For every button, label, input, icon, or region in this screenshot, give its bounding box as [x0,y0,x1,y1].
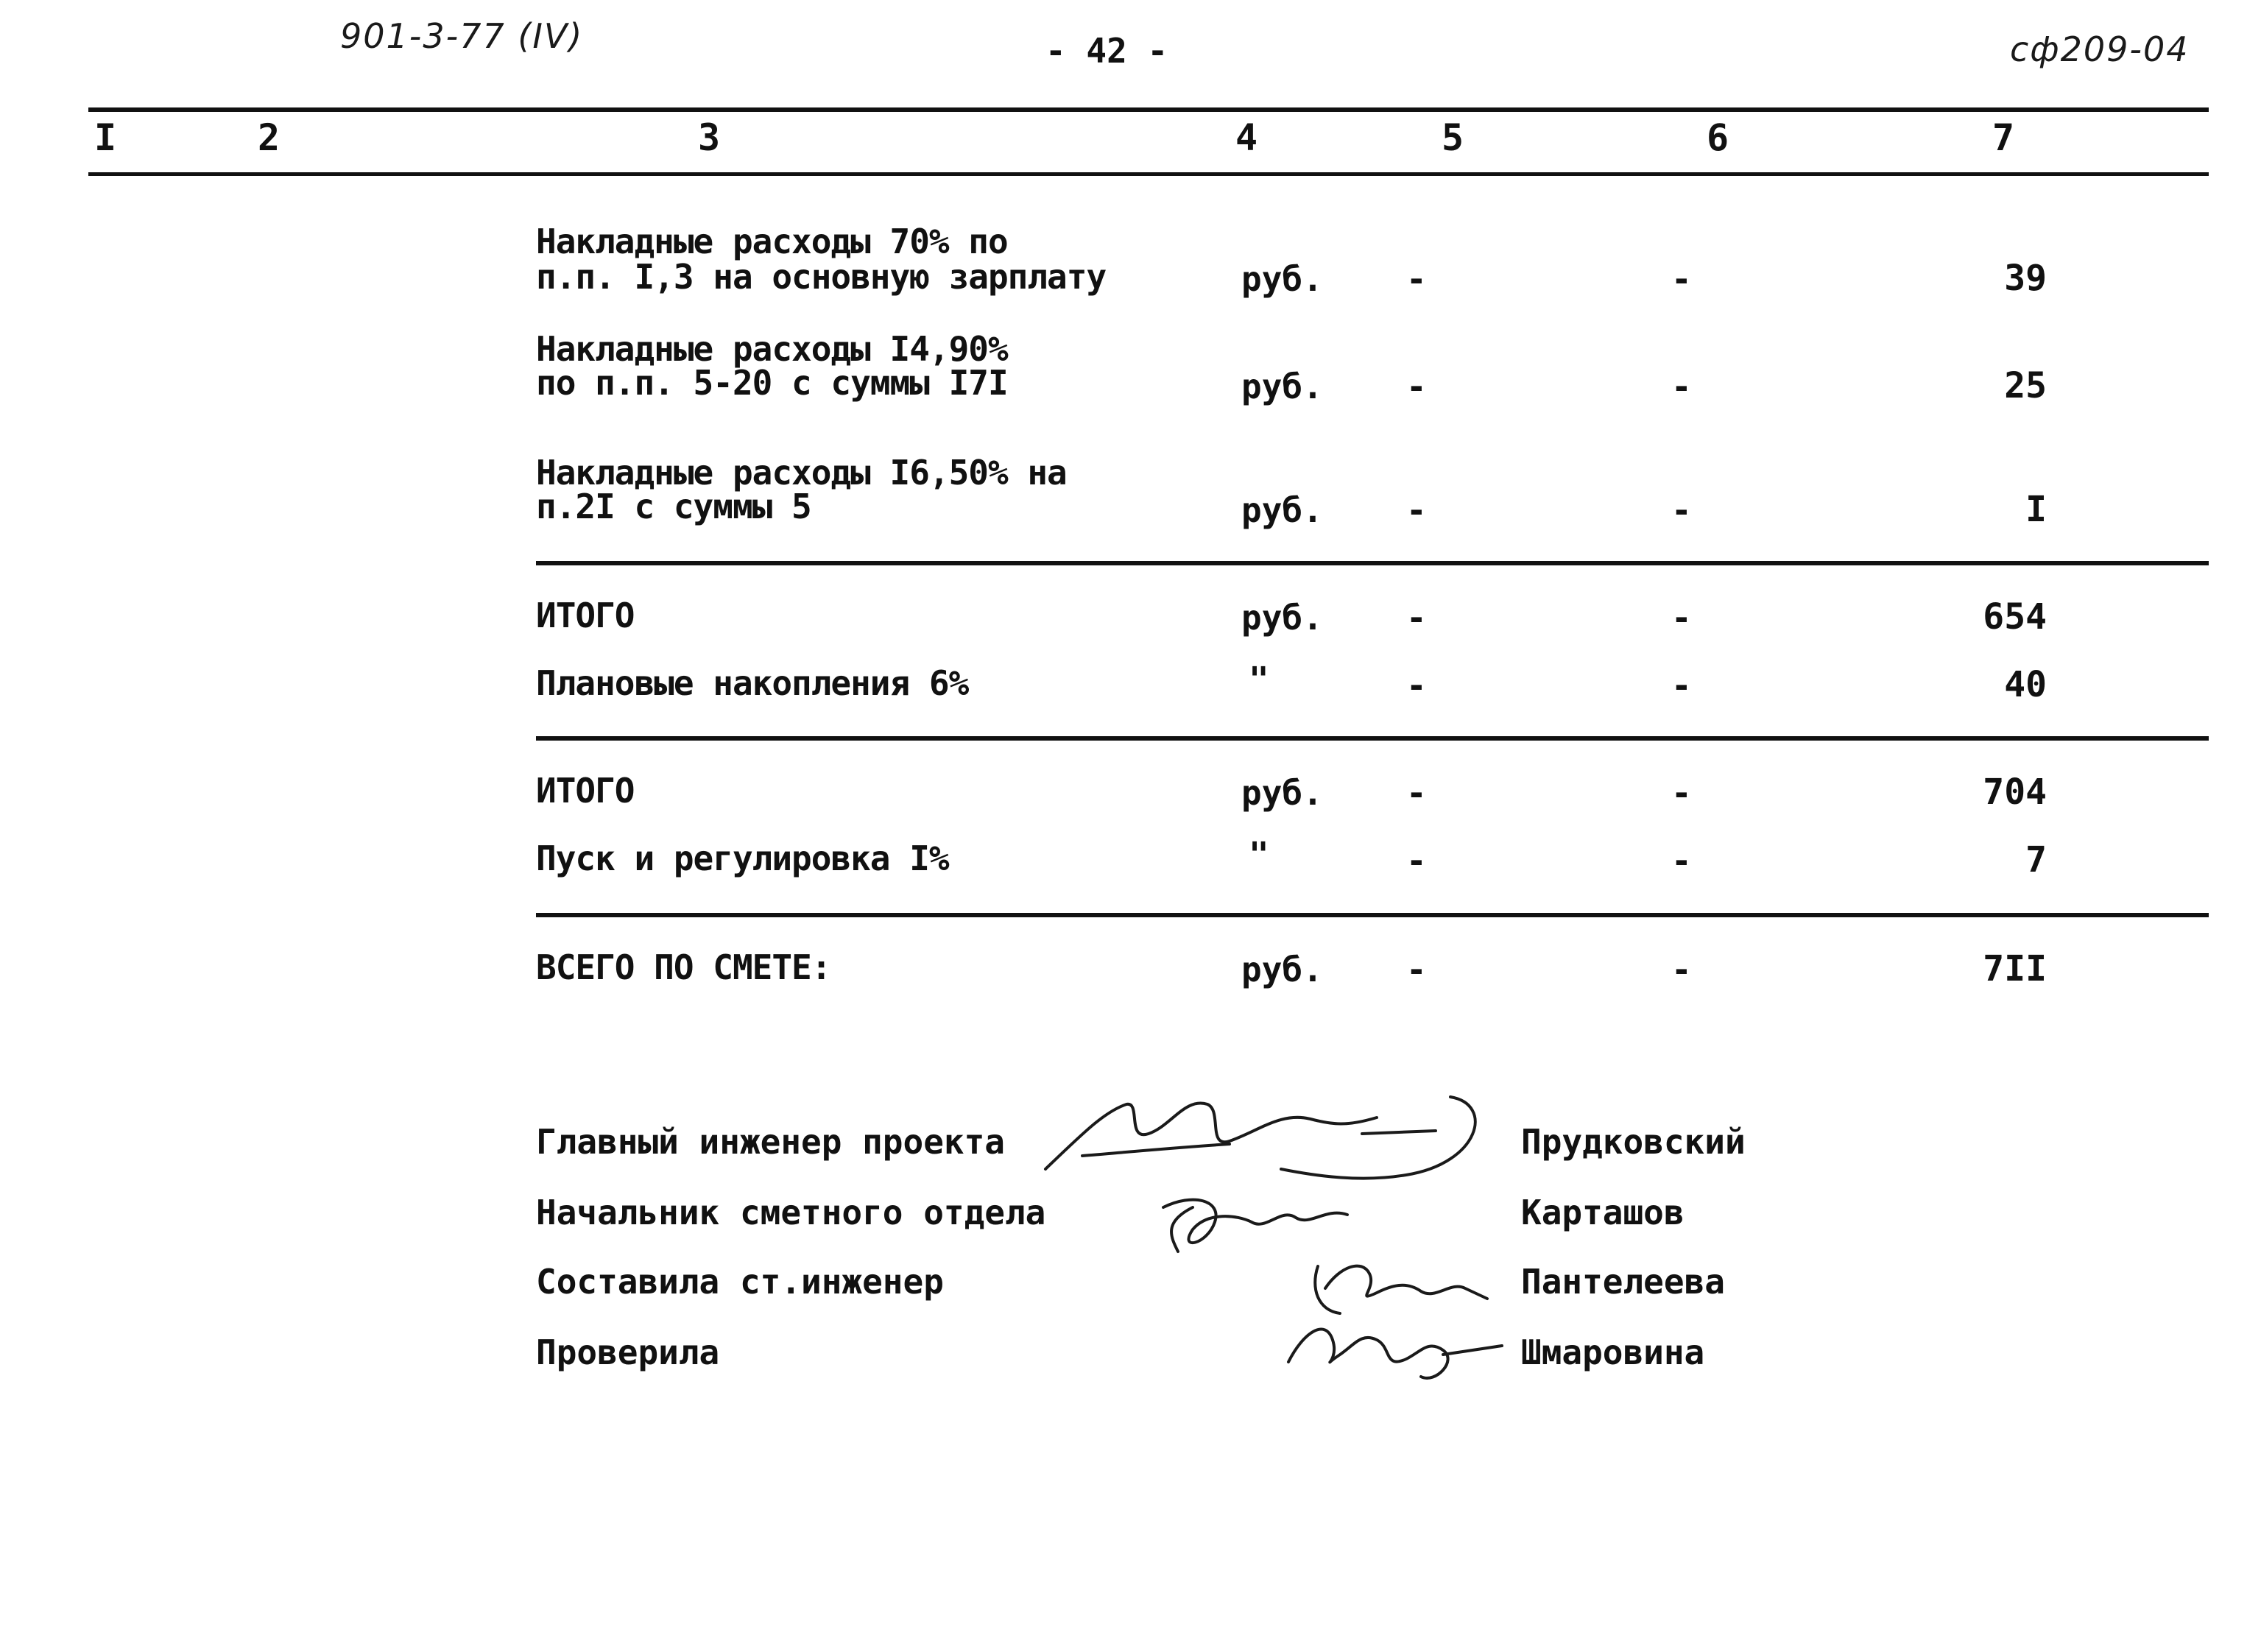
row-col6: - [1671,490,1692,530]
row-unit: " [1249,660,1269,699]
table-header-rule [88,172,2209,176]
row-value: 7 [2025,839,2047,880]
row-col5: - [1406,367,1427,406]
signature-role: Главный инженер проекта [536,1122,1005,1162]
row-col6: - [1671,773,1692,813]
row-col5: - [1406,259,1427,299]
row-value: 40 [2004,664,2047,705]
table-top-rule [88,107,2209,112]
row-value: 704 [1983,772,2047,813]
row-col6: - [1671,598,1692,638]
signature-name: Прудковский [1521,1122,1746,1162]
signature-role: Начальник сметного отдела [536,1193,1046,1232]
signature-name: Шмаровина [1521,1332,1705,1372]
row-col6: - [1671,666,1692,705]
signature-name: Карташов [1521,1193,1685,1232]
row-unit: руб. [1241,490,1323,530]
row-col6: - [1671,841,1692,880]
row-description-line: Накладные расходы I4,90% [536,329,1008,369]
column-header-4: 4 [1235,116,1258,159]
total-rule [536,913,2209,917]
subtotal-rule [536,736,2209,741]
row-description-line: ИТОГО [536,771,635,811]
row-description-line: Плановые накопления 6% [536,663,969,703]
column-header-3: 3 [698,116,721,159]
row-description-line: ВСЕГО ПО СМЕТЕ: [536,947,831,987]
row-description-line: п.п. I,3 на основную зарплату [536,257,1107,297]
row-col6: - [1671,950,1692,989]
row-value: 654 [1983,596,2047,638]
signature-name: Пантелеева [1521,1262,1725,1302]
subtotal-rule [536,561,2209,565]
column-header-2: 2 [258,116,281,159]
row-col5: - [1406,666,1427,705]
column-header-5: 5 [1442,116,1464,159]
row-description-line: Пуск и регулировка I% [536,839,949,878]
handwritten-signature-checker [1281,1303,1517,1391]
column-header-1: I [94,116,117,159]
row-value: 39 [2004,258,2047,299]
signature-role: Составила ст.инженер [536,1262,944,1302]
column-header-7: 7 [1992,116,2015,159]
row-col5: - [1406,841,1427,880]
row-description-line: по п.п. 5-20 с суммы I7I [536,363,1008,403]
row-col6: - [1671,367,1692,406]
row-unit: руб. [1241,367,1323,406]
row-description-line: Накладные расходы I6,50% на [536,453,1067,493]
row-col5: - [1406,950,1427,989]
row-unit: руб. [1241,598,1323,638]
row-col5: - [1406,773,1427,813]
row-value: 7II [1983,948,2047,989]
row-description-line: п.2I с суммы 5 [536,487,811,526]
row-description-line: Накладные расходы 70% по [536,222,1008,261]
row-unit: руб. [1241,259,1323,299]
row-col6: - [1671,259,1692,299]
row-unit: руб. [1241,773,1323,813]
row-col5: - [1406,598,1427,638]
column-header-6: 6 [1707,116,1729,159]
row-value: I [2025,489,2047,530]
signature-role: Проверила [536,1332,720,1372]
row-value: 25 [2004,365,2047,406]
row-col5: - [1406,490,1427,530]
row-unit: руб. [1241,950,1323,989]
document-code: 901-3-77 (IV) [340,16,584,56]
sheet-code: сф209-04 [2010,29,2190,69]
row-unit: " [1249,835,1269,875]
handwritten-signature-chief-engineer [1038,1082,1495,1185]
page-number: - 42 - [1045,31,1168,71]
row-description-line: ИТОГО [536,596,635,635]
